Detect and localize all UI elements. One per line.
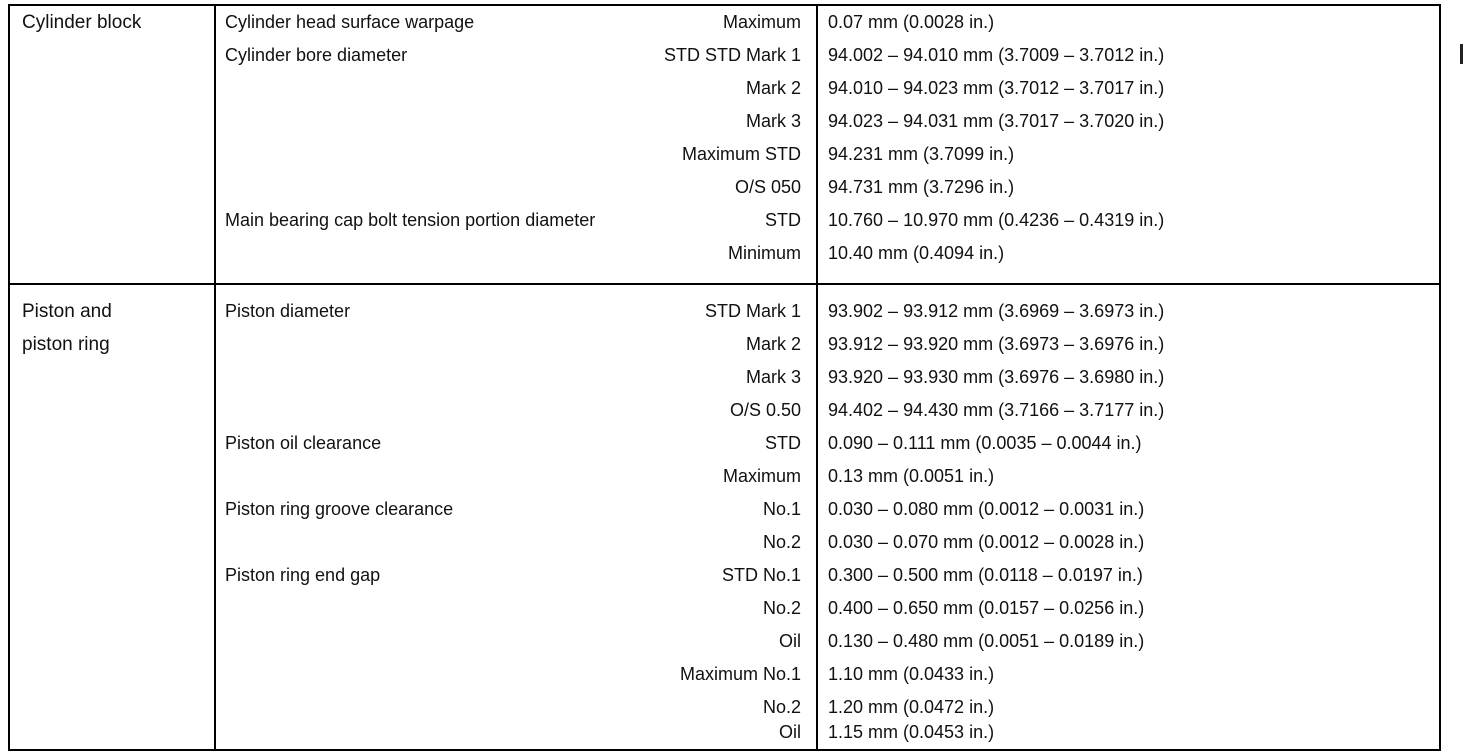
row-value: 0.400 – 0.650 mm (0.0157 – 0.0256 in.) [828,598,1145,618]
row-qualifier: No.2 [762,697,801,717]
row-item: Cylinder bore diameter [225,45,408,65]
row-qualifier: STD [765,433,801,453]
table-row [10,6,1439,39]
row-item: Piston ring end gap [225,565,381,585]
row-item: Piston ring groove clearance [225,499,454,519]
row-qualifier: Maximum STD [681,144,801,164]
row-qualifier: No.1 [762,499,801,519]
spec-table [8,4,1441,751]
table-row [10,295,1439,328]
row-value: 94.402 – 94.430 mm (3.7166 – 3.7177 in.) [828,400,1165,420]
row-item: Piston diameter [225,301,351,321]
row-value: 94.023 – 94.031 mm (3.7017 – 3.7020 in.) [828,111,1165,131]
table-row [10,526,1439,559]
section-piston-and-piston-ring [10,285,1439,749]
row-qualifier: STD STD Mark 1 [663,45,801,65]
section-cylinder-block [10,6,1439,285]
row-value: 0.130 – 0.480 mm (0.0051 – 0.0189 in.) [828,631,1145,651]
row-value: 93.912 – 93.920 mm (3.6973 – 3.6976 in.) [828,334,1165,354]
row-qualifier: Maximum [722,466,801,486]
row-qualifier: Maximum [722,12,801,32]
table-row [10,72,1439,105]
table-row [10,559,1439,592]
table-row [10,493,1439,526]
row-qualifier: O/S 0.50 [729,400,801,420]
row-value: 93.920 – 93.930 mm (3.6976 – 3.6980 in.) [828,367,1165,387]
row-value: 1.15 mm (0.0453 in.) [828,722,995,742]
table-row [10,237,1439,270]
table-row [10,716,1439,749]
row-qualifier: O/S 050 [734,177,801,197]
table-row [10,328,1439,361]
row-qualifier: STD No.1 [721,565,801,585]
row-qualifier: STD [765,210,801,230]
category-text-line1: Piston and [22,301,112,322]
row-value: 94.731 mm (3.7296 in.) [828,177,1015,197]
row-value: 0.13 mm (0.0051 in.) [828,466,995,486]
row-qualifier: Mark 3 [745,111,801,131]
table-row [10,138,1439,171]
row-value: 94.010 – 94.023 mm (3.7012 – 3.7017 in.) [828,78,1165,98]
row-qualifier: Oil [779,631,801,651]
row-value: 0.030 – 0.080 mm (0.0012 – 0.0031 in.) [828,499,1145,519]
row-value: 94.231 mm (3.7099 in.) [828,144,1015,164]
row-qualifier: No.2 [762,598,801,618]
row-qualifier: STD Mark 1 [704,301,801,321]
row-item: Main bearing cap bolt tension portion diameter [225,210,596,230]
row-qualifier: Maximum No.1 [679,664,801,684]
row-qualifier: Mark 2 [745,78,801,98]
table-row [10,204,1439,237]
page-edge-mark [1460,44,1463,64]
table-row [10,39,1439,72]
table-row [10,361,1439,394]
table-row [10,427,1439,460]
category-text-line2: piston ring [22,334,110,355]
row-value: 10.760 – 10.970 mm (0.4236 – 0.4319 in.) [828,210,1165,230]
row-qualifier: No.2 [762,532,801,552]
row-value: 94.002 – 94.010 mm (3.7009 – 3.7012 in.) [828,45,1165,65]
row-value: 0.300 – 0.500 mm (0.0118 – 0.0197 in.) [828,565,1143,585]
row-qualifier: Minimum [727,243,801,263]
row-qualifier: Oil [779,722,801,742]
table-row [10,625,1439,658]
row-qualifier: Mark 2 [745,334,801,354]
table-row [10,105,1439,138]
table-row [10,394,1439,427]
row-item: Cylinder head surface warpage [225,12,475,32]
row-value: 0.030 – 0.070 mm (0.0012 – 0.0028 in.) [828,532,1145,552]
row-value: 0.07 mm (0.0028 in.) [828,12,995,32]
table-row [10,171,1439,204]
row-value: 10.40 mm (0.4094 in.) [828,243,1005,263]
table-row [10,592,1439,625]
row-value: 93.902 – 93.912 mm (3.6969 – 3.6973 in.) [828,301,1165,321]
row-item: Piston oil clearance [225,433,382,453]
row-qualifier: Mark 3 [745,367,801,387]
row-value: 1.10 mm (0.0433 in.) [828,664,995,684]
table-row [10,658,1439,691]
row-value: 1.20 mm (0.0472 in.) [828,697,995,717]
table-row [10,460,1439,493]
row-value: 0.090 – 0.111 mm (0.0035 – 0.0044 in.) [828,433,1142,453]
category-text: Cylinder block [22,12,142,33]
